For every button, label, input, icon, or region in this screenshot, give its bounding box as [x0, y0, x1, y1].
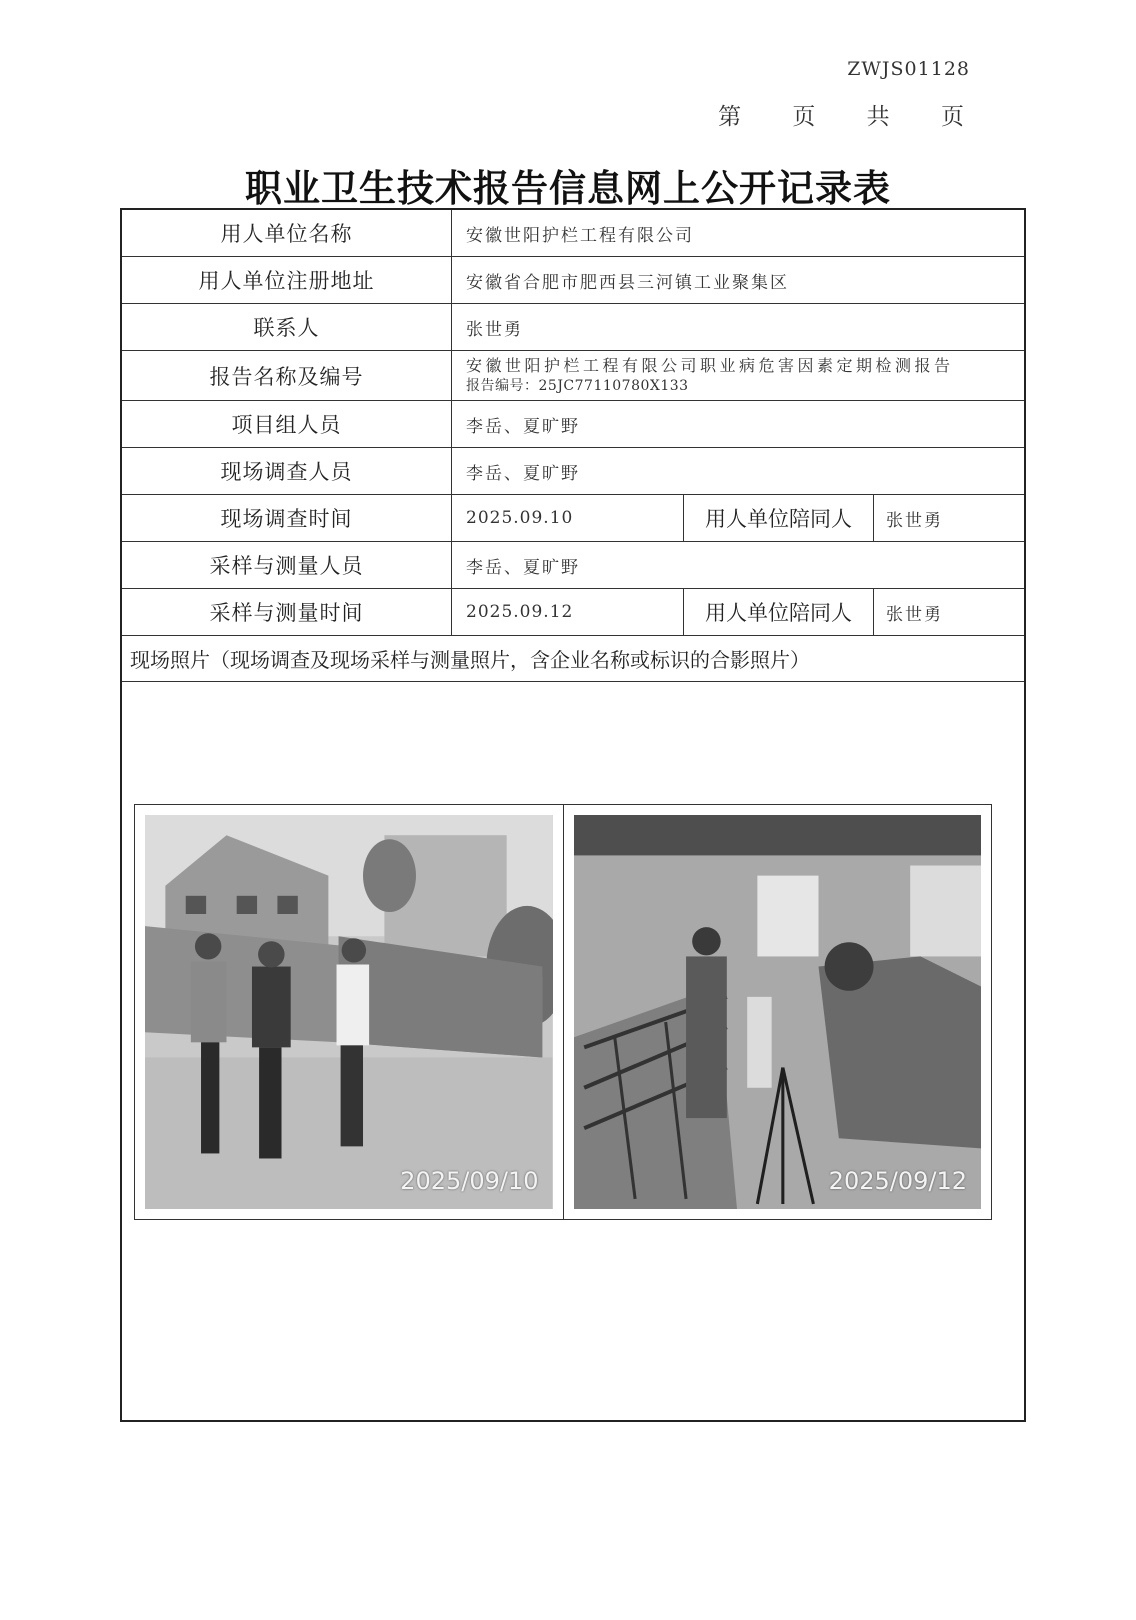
- value-sampling-escort: 张世勇: [886, 604, 943, 625]
- value-sampling-time: 2025.09.12: [452, 589, 684, 635]
- value-survey-time: 2025.09.10: [452, 495, 684, 541]
- label-sampling-staff: 采样与测量人员: [122, 542, 452, 588]
- photos-caption: 现场照片（现场调查及现场采样与测量照片，含企业名称或标识的合影照片）: [122, 636, 1024, 682]
- photo-sampling-date-stamp: 2025/09/12: [828, 1167, 967, 1195]
- photo-survey: [145, 815, 553, 1209]
- label-survey-escort: 用人单位陪同人: [684, 495, 874, 541]
- row-employer-address: [122, 257, 1024, 304]
- row-project-team: [122, 401, 1024, 448]
- row-employer-name: [122, 210, 1024, 257]
- row-sampling-time: [122, 589, 1024, 636]
- photo-sampling: [574, 815, 982, 1209]
- report-name: 安徽世阳护栏工程有限公司职业病危害因素定期检测报告: [466, 355, 954, 375]
- label-survey-staff: 现场调查人员: [122, 448, 452, 494]
- row-sampling-staff: [122, 542, 1024, 589]
- value-sampling-staff: 李岳、夏旷野: [466, 557, 580, 578]
- value-survey-escort: 张世勇: [886, 510, 943, 531]
- photo-sampling-image: [574, 815, 982, 1209]
- report-number: 报告编号：25JC77110780X133: [466, 377, 689, 394]
- value-report: [452, 351, 1024, 400]
- row-contact: [122, 304, 1024, 351]
- page-title: 职业卫生技术报告信息网上公开记录表: [245, 167, 891, 210]
- label-employer-address: 用人单位注册地址: [122, 257, 452, 303]
- label-employer-name: 用人单位名称: [122, 210, 452, 256]
- photo-cell-sampling: [563, 805, 992, 1219]
- label-project-team: 项目组人员: [122, 401, 452, 447]
- value-survey-staff: 李岳、夏旷野: [466, 463, 580, 484]
- value-contact: 张世勇: [466, 319, 523, 340]
- row-report: [122, 351, 1024, 401]
- photo-survey-image: [145, 815, 553, 1209]
- row-survey-time: [122, 495, 1024, 542]
- value-employer-name: 安徽世阳护栏工程有限公司: [466, 225, 694, 246]
- photo-survey-date-stamp: 2025/09/10: [400, 1167, 539, 1195]
- label-report: 报告名称及编号: [122, 351, 452, 400]
- label-survey-time: 现场调查时间: [122, 495, 452, 541]
- record-form: [120, 208, 1026, 1422]
- row-survey-staff: [122, 448, 1024, 495]
- value-project-team: 李岳、夏旷野: [466, 416, 580, 437]
- label-contact: 联系人: [122, 304, 452, 350]
- site-photos: [134, 804, 992, 1220]
- value-employer-address: 安徽省合肥市肥西县三河镇工业聚集区: [466, 272, 789, 293]
- label-sampling-escort: 用人单位陪同人: [684, 589, 874, 635]
- document-code: ZWJS01128: [847, 58, 970, 80]
- label-sampling-time: 采样与测量时间: [122, 589, 452, 635]
- page-count: 第 页 共 页: [718, 104, 976, 130]
- photo-cell-survey: [135, 805, 563, 1219]
